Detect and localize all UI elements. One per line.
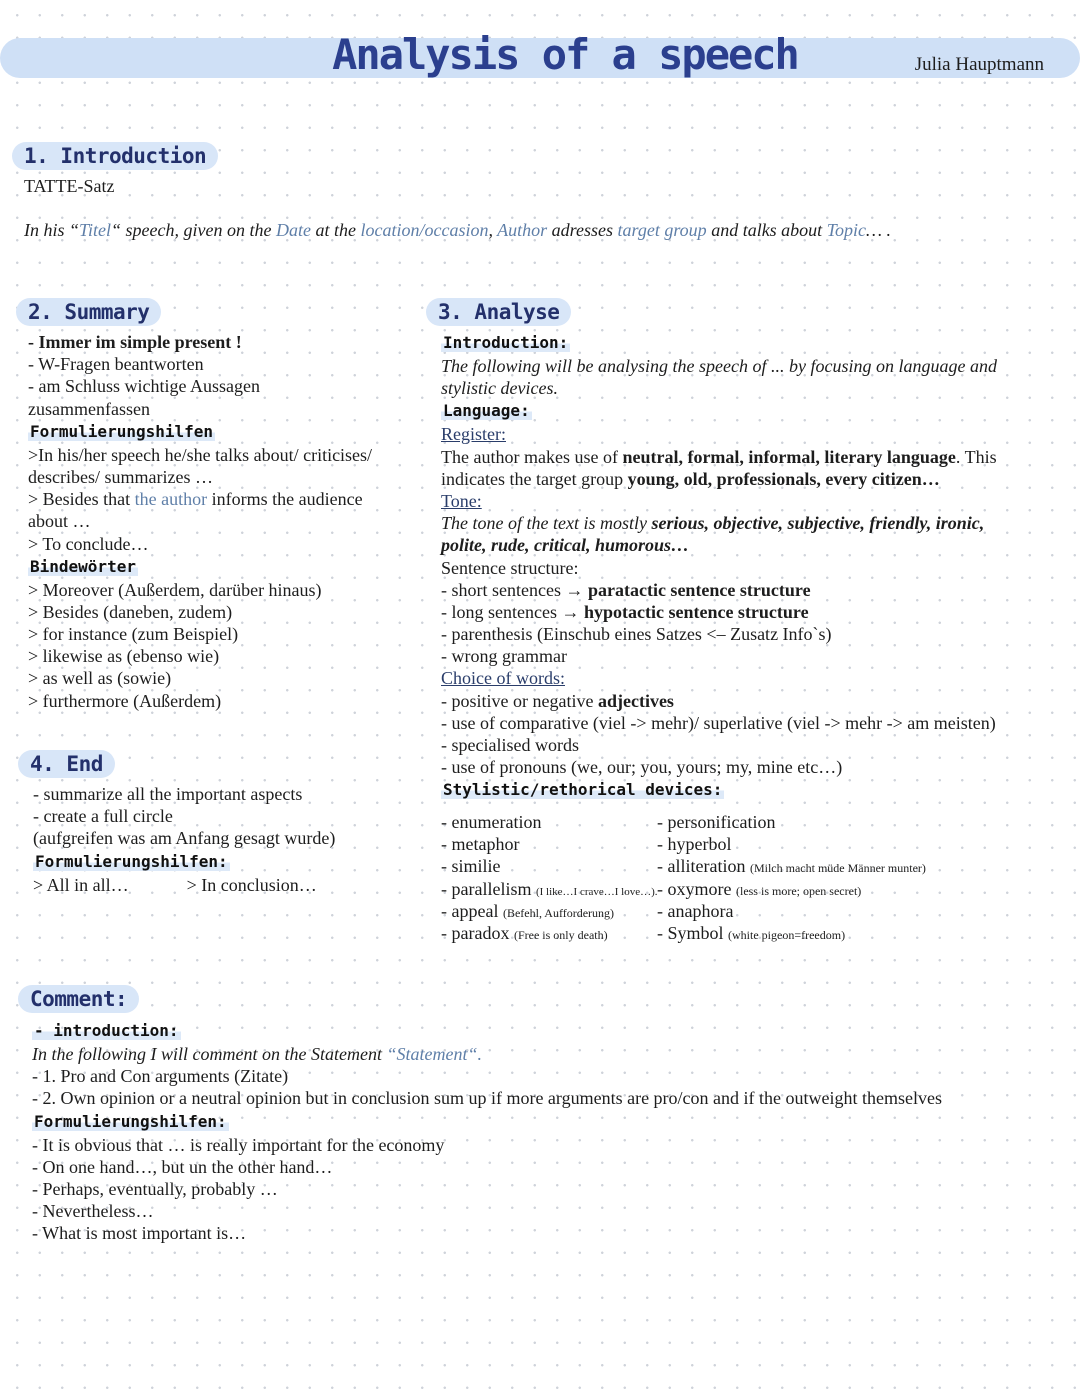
author-name: Julia Hauptmann: [914, 54, 1044, 75]
connector-item: > furthermore (Außerdem): [28, 690, 222, 711]
placeholder-author: Author: [497, 220, 548, 240]
placeholder-location: location/occasion: [360, 220, 489, 240]
page-title: Analysis of a speech: [332, 30, 798, 79]
register-text: [441, 468, 997, 490]
text: - positive or negative: [441, 690, 598, 711]
text: - hyperbol: [657, 834, 732, 855]
end-line: - create a full circle: [33, 806, 173, 827]
analyse-intro-label: Introduction:: [443, 333, 569, 352]
end-section: [18, 750, 115, 778]
text: The tone of the text is mostly: [441, 513, 652, 534]
connectors-label: Bindewörter: [30, 556, 136, 576]
text: (Milch macht müde Männer munter): [749, 861, 926, 876]
text: … .: [866, 220, 892, 240]
text: In his “: [24, 220, 80, 240]
placeholder-titel: Titel: [79, 220, 112, 240]
choice-item: [441, 690, 997, 712]
summary-rule: - am Schluss wichtige Aussagen: [28, 376, 260, 397]
summary-phrase: describes/ summarizes …: [28, 466, 213, 487]
summary-phrase: about …: [28, 511, 91, 532]
placeholder-date: Date: [275, 220, 311, 240]
choice-item: - use of comparative (viel -> mehr)/ superlative (viel -> mehr -> am meisten): [441, 712, 996, 733]
connector-item: > as well as (sowie): [28, 668, 172, 689]
tone-text: polite, rude, critical, humorous…: [441, 535, 690, 556]
summary-section: [16, 298, 161, 326]
sentence-structure-label: Sentence structure:: [441, 557, 579, 578]
comment-phrase: - Perhaps, eventually, probably …: [32, 1178, 278, 1199]
placeholder-target: target group: [617, 220, 707, 240]
text: adresses: [547, 220, 618, 240]
analyse-heading: 3. Analyse: [426, 298, 571, 326]
comment-phrases-label: Formulierungshilfen:: [34, 1111, 227, 1131]
placeholder-topic: Topic: [826, 220, 867, 240]
text: - similie: [441, 856, 501, 877]
end-phrases: [33, 874, 335, 896]
end-heading: 4. End: [18, 750, 115, 778]
comment-phrase: - Nevertheless…: [32, 1201, 154, 1222]
tatte-sentence: [24, 219, 891, 241]
text: neutral, formal, informal, literary language: [622, 446, 956, 467]
comment-phrase: - What is most important is…: [32, 1223, 247, 1244]
device-item: [657, 900, 926, 922]
sentence-item: - parenthesis (Einschub eines Satzes <– Zusatz Info`s): [441, 624, 832, 645]
text: and talks about: [706, 220, 827, 240]
introduction-subtitle: TATTE-Satz: [24, 176, 115, 196]
text: young, old, professionals, every citizen…: [627, 468, 940, 489]
text: (white pigeon=freedom): [728, 927, 846, 942]
text: - long sentences →: [441, 601, 584, 622]
summary-heading: 2. Summary: [16, 298, 161, 326]
text: (less is more; open secret): [735, 883, 862, 898]
comment-section: [18, 985, 139, 1013]
text: > All in all…: [33, 874, 129, 895]
stylistic-label: Stylistic/rethorical devices:: [443, 780, 723, 800]
devices-left: [441, 811, 658, 944]
choice-item: - specialised words: [441, 735, 579, 755]
text: (Free is only death): [513, 927, 608, 942]
text: The author makes use of: [441, 446, 623, 467]
summary-phrase: > To conclude…: [28, 533, 149, 554]
text: the author: [134, 489, 208, 510]
connector-item: > Besides (daneben, zudem): [28, 601, 233, 622]
comment-point: - 1. Pro and Con arguments (Zitate): [32, 1066, 289, 1087]
device-item: [441, 855, 658, 877]
text: - paradox: [441, 922, 510, 943]
device-item: [441, 922, 658, 944]
text: paratactic sentence structure: [587, 579, 811, 600]
text: . This: [955, 446, 997, 467]
device-item: [657, 855, 926, 877]
text: serious, objective, subjective, friendly, ironic,: [651, 513, 985, 534]
device-item: [441, 833, 658, 855]
end-phrases-label: Formulierungshilfen:: [35, 851, 228, 871]
device-item: [657, 922, 926, 944]
comment-phrase: - On one hand…, but un the other hand…: [32, 1156, 333, 1177]
summary-body: [28, 331, 372, 712]
device-item: [657, 811, 926, 833]
devices-right: [657, 811, 926, 944]
text: - enumeration: [441, 812, 542, 832]
text: - metaphor: [441, 834, 520, 855]
summary-phrases-label: Formulierungshilfen: [30, 421, 214, 441]
tone-text: [441, 512, 997, 534]
connector-item: > Moreover (Außerdem, darüber hinaus): [28, 579, 322, 600]
register-label: Register:: [441, 424, 506, 445]
sentence-item: [441, 601, 997, 623]
comment-phrase: - It is obvious that … is really important for the economy: [32, 1134, 445, 1155]
text: - oxymore: [657, 878, 732, 899]
comment-body: [32, 1019, 942, 1245]
comment-intro-label: - introduction:: [34, 1021, 179, 1040]
device-item: [657, 878, 926, 900]
language-label: Language:: [443, 401, 530, 421]
end-body: [33, 783, 335, 896]
end-line: - summarize all the important aspects: [33, 784, 303, 804]
text: adjectives: [597, 690, 674, 711]
device-item: [441, 811, 658, 833]
summary-phrase: >In his/her speech he/she talks about/ criticises/: [28, 444, 373, 465]
device-item: [441, 900, 658, 922]
introduction-section: [12, 142, 218, 170]
text: (Befehl, Aufforderung): [502, 905, 615, 920]
analyse-intro-text: stylistic devices.: [441, 378, 558, 399]
text: ,: [488, 220, 498, 240]
text: - parallelism: [441, 878, 532, 899]
text: “ speech, given on the: [111, 220, 276, 240]
summary-rule: - W-Fragen beantworten: [28, 354, 204, 375]
end-line: (aufgreifen was am Anfang gesagt wurde): [33, 828, 336, 849]
text: - alliteration: [657, 856, 746, 877]
tone-label: Tone:: [441, 490, 482, 511]
analyse-body: [441, 331, 997, 802]
text: (I like…I crave…I love…).: [535, 885, 658, 898]
text: hypotactic sentence structure: [583, 601, 809, 622]
device-item: [441, 878, 658, 900]
summary-rule: - Immer im simple present !: [28, 332, 242, 352]
device-item: [657, 833, 926, 855]
text: - short sentences →: [441, 579, 588, 600]
text: indicates the target group: [441, 468, 628, 489]
sentence-item: [441, 579, 997, 601]
summary-phrase: [28, 488, 372, 510]
summary-rule: zusammenfassen: [28, 398, 150, 419]
introduction-heading: 1. Introduction: [12, 142, 218, 170]
analyse-section: [426, 298, 571, 326]
text: informs the audience: [207, 489, 363, 510]
analyse-intro-text: The following will be analysing the speech of ... by focusing on language and: [441, 356, 997, 376]
sentence-item: - wrong grammar: [441, 646, 567, 667]
text: - Symbol: [657, 922, 724, 943]
text: at the: [310, 220, 361, 240]
connector-item: > likewise as (ebenso wie): [28, 646, 220, 667]
text: In the following I will comment on the Statement: [32, 1044, 387, 1064]
text: > Besides that: [28, 489, 135, 510]
comment-heading: Comment:: [18, 985, 139, 1013]
text: “Statement“.: [386, 1044, 482, 1064]
text: - personification: [657, 812, 776, 832]
connector-item: > for instance (zum Beispiel): [28, 624, 239, 645]
text: - appeal: [441, 900, 499, 921]
register-text: [441, 446, 997, 468]
comment-intro-text: [32, 1043, 942, 1065]
choice-item: - use of pronouns (we, our; you, yours; my, mine etc…): [441, 757, 843, 778]
text: - anaphora: [657, 900, 734, 921]
text: > In conclusion…: [186, 874, 317, 895]
choice-of-words-label: Choice of words:: [441, 668, 565, 689]
comment-point: - 2. Own opinion or a neutral opinion but in conclusion sum up if more arguments are pro/con and if the outweight themselves: [32, 1088, 942, 1109]
